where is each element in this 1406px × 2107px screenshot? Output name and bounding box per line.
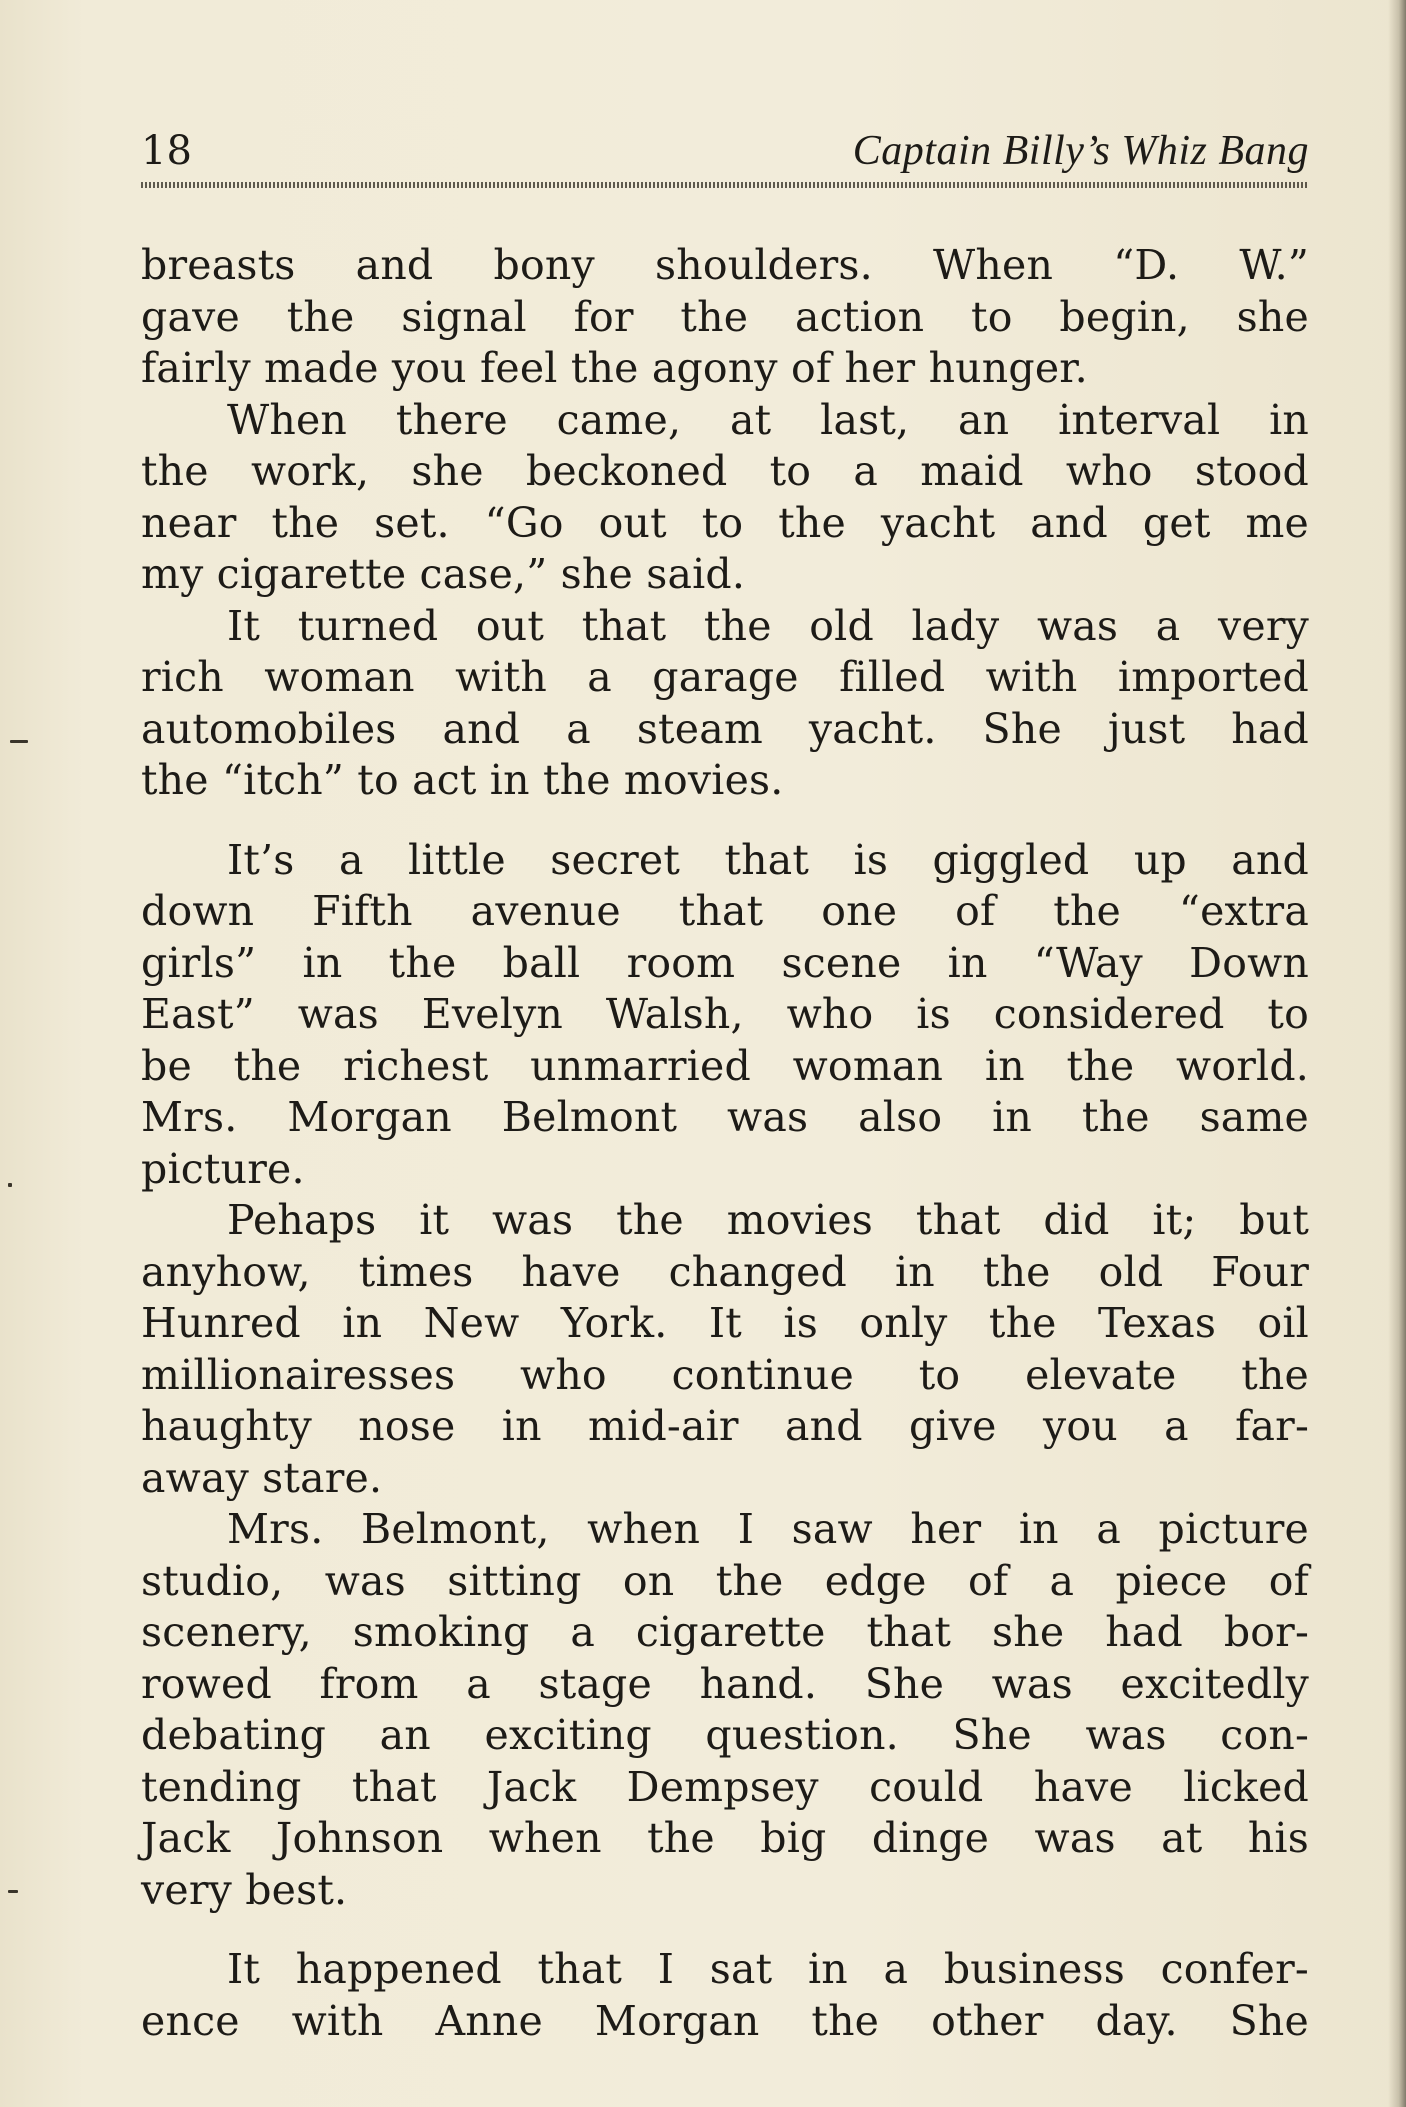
text-line: East” was Evelyn Walsh, who is considered to [141,990,1309,1038]
text-line: haughty nose in mid-air and give you a far- [141,1402,1309,1450]
header-rule [141,182,1309,188]
text-line: be the richest unmarried woman in the world. [141,1041,1309,1090]
text-line: breasts and bony shoulders. When “D. W.” [141,241,1309,289]
text-line: the “itch” to act in the movies. [141,756,784,804]
text-line: It’s a little secret that is giggled up and [227,835,1309,884]
text-line: gave the signal for the action to begin, she [141,292,1309,341]
text-line: Mrs. Belmont, when I saw her in a picture [227,1505,1309,1553]
text-line: Pehaps it was the movies that did it; but [227,1196,1309,1244]
margin-mark [10,740,28,743]
page-number: 18 [141,128,192,174]
text-line: very best. [141,1865,348,1914]
text-line: down Fifth avenue that one of the “extra [141,887,1309,935]
text-line: picture. [141,1144,305,1193]
text-line: away stare. [141,1453,383,1502]
text-line: scenery, smoking a cigarette that she had bor- [141,1608,1309,1656]
text-line: It happened that I sat in a business confer- [227,1945,1309,1993]
text-line: Jack Johnson when the big dinge was at his [141,1814,1309,1862]
text-line: debating an exciting question. She was con- [141,1711,1309,1759]
text-line: studio, was sitting on the edge of a piece of [141,1556,1309,1605]
text-line: my cigarette case,” she said. [141,550,746,598]
margin-mark [8,1183,12,1187]
text-line: Hunred in New York. It is only the Texas oil [141,1299,1309,1347]
text-line: automobiles and a steam yacht. She just had [141,704,1309,753]
page-edge-shadow [1388,0,1406,2107]
text-line: When there came, at last, an interval in [227,395,1309,444]
text-line: anyhow, times have changed in the old Four [141,1247,1309,1296]
text-line: tending that Jack Dempsey could have licked [141,1762,1309,1811]
article-body [141,240,1309,2047]
text-line: Mrs. Morgan Belmont was also in the same [141,1093,1309,1141]
section-gap [141,807,1309,835]
text-line: rowed from a stage hand. She was excitedly [141,1659,1309,1708]
running-title: Captain Billy’s Whiz Bang [852,128,1309,174]
text-line: It turned out that the old lady was a very [227,601,1309,650]
text-line: girls” in the ball room scene in “Way Down [141,938,1309,987]
text-line: millionairesses who continue to elevate the [141,1350,1309,1399]
text-line: ence with Anne Morgan the other day. She [141,1996,1309,2045]
text-line: the work, she beckoned to a maid who stood [141,447,1309,495]
text-line: near the set. “Go out to the yacht and get me [141,498,1309,547]
margin-mark [8,1890,18,1893]
text-line: rich woman with a garage filled with imported [141,653,1309,701]
section-gap [141,1916,1309,1944]
page-header [141,122,1309,182]
text-line: fairly made you feel the agony of her hunger. [141,344,1088,392]
